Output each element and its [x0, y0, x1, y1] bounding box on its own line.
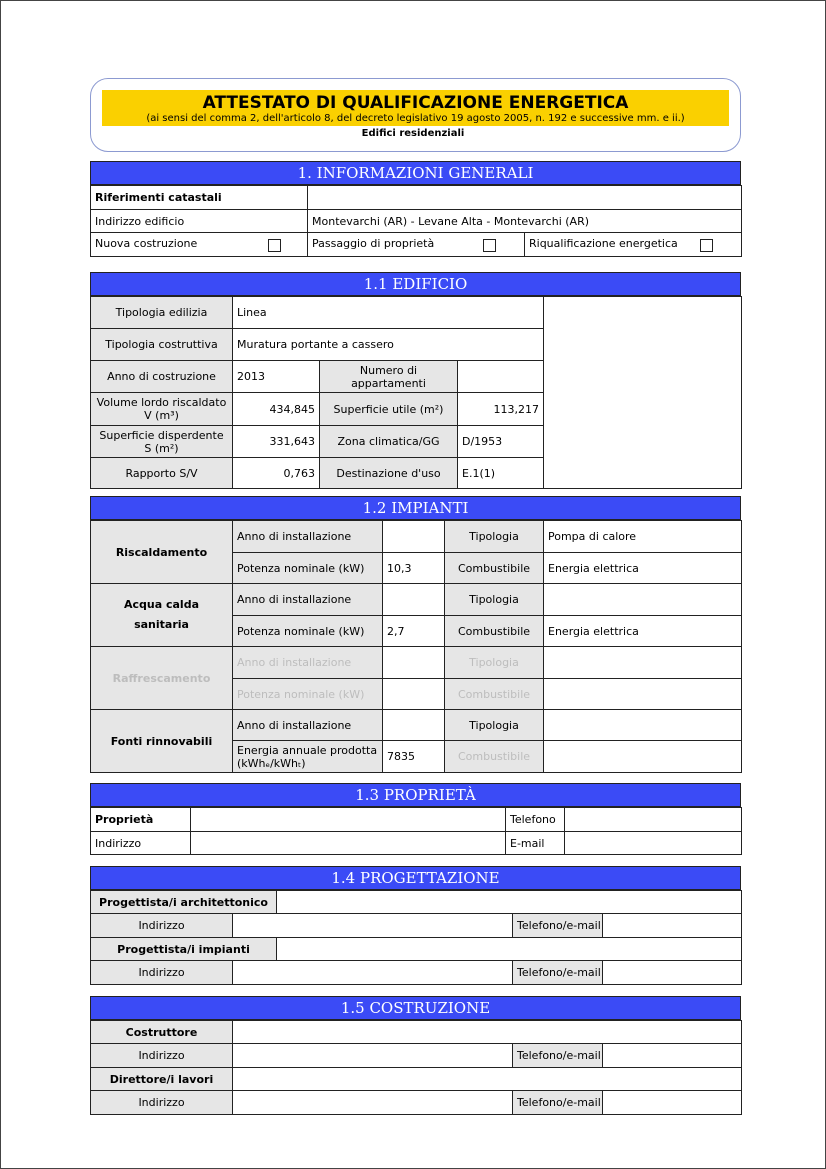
label-energia-annuale — [233, 741, 383, 773]
label-risc-tipologia: Tipologia — [445, 521, 544, 553]
field-direttore-lavori[interactable] — [233, 1068, 742, 1091]
field-tipologia-costruttiva[interactable]: Muratura portante a cassero — [233, 329, 544, 361]
label-risc-potenza: Potenza nominale (kW) — [233, 553, 383, 584]
label-progettista-impianti: Progettista/i impianti — [91, 938, 277, 961]
label-telefono-email-prog-imp: Telefono/e-mail — [513, 961, 603, 985]
label-email: E-mail — [506, 832, 565, 855]
label-progettista-architettonico: Progettista/i architettonico — [91, 891, 277, 914]
document-type: Edifici residenziali — [361, 128, 465, 139]
label-destinazione-uso: Destinazione d'uso — [320, 458, 458, 489]
label-energia-annuale-text: Energia annuale prodotta — [237, 743, 378, 757]
table-impianti — [90, 520, 742, 773]
field-fonti-combustibile[interactable] — [544, 741, 742, 773]
label-zona-climatica: Zona climatica/GG — [320, 426, 458, 458]
field-anno-costruzione[interactable]: 2013 — [233, 361, 320, 393]
label-telefono-email-prog-arch: Telefono/e-mail — [513, 914, 603, 938]
label-risc-anno-installazione: Anno di installazione — [233, 521, 383, 553]
label-indirizzo-edificio: Indirizzo edificio — [91, 210, 308, 233]
label-superficie-utile: Superficie utile (m²) — [320, 393, 458, 426]
document-title-banner — [102, 90, 729, 126]
label-indirizzo-costruttore: Indirizzo — [91, 1044, 233, 1068]
riqualificazione-energetica-cell — [525, 233, 742, 257]
label-energia-annuale-unit: (kWhₑ/kWhₜ) — [237, 756, 306, 770]
label-raff-tipologia: Tipologia — [445, 647, 544, 679]
label-raff-anno-installazione: Anno di installazione — [233, 647, 383, 679]
field-tipologia-edilizia[interactable]: Linea — [233, 297, 544, 329]
label-indirizzo-prog-imp: Indirizzo — [91, 961, 233, 985]
label-telefono-email-direttore: Telefono/e-mail — [513, 1091, 603, 1115]
nuova-costruzione-cell — [91, 233, 308, 257]
field-telefono-email-costruttore[interactable] — [603, 1044, 742, 1068]
field-progettista-impianti[interactable] — [277, 938, 742, 961]
label-tipologia-edilizia: Tipologia edilizia — [91, 297, 233, 329]
field-acs-potenza[interactable]: 2,7 — [383, 616, 445, 647]
field-risc-combustibile[interactable]: Energia elettrica — [544, 553, 742, 584]
field-indirizzo-prog-arch[interactable] — [233, 914, 513, 938]
table-progettazione — [90, 890, 742, 985]
field-risc-tipologia[interactable]: Pompa di calore — [544, 521, 742, 553]
section-title-edificio: 1.1 EDIFICIO — [90, 272, 741, 296]
field-indirizzo-direttore[interactable] — [233, 1091, 513, 1115]
riqualificazione-energetica-checkbox[interactable] — [700, 239, 713, 252]
passaggio-proprieta-cell — [308, 233, 525, 257]
label-anno-costruzione: Anno di costruzione — [91, 361, 233, 393]
label-acs-line1: Acqua calda — [123, 598, 199, 611]
label-passaggio-proprieta: Passaggio di proprietà — [312, 237, 435, 250]
field-indirizzo-proprieta[interactable] — [191, 832, 506, 855]
label-risc-combustibile: Combustibile — [445, 553, 544, 584]
label-fonti-tipologia: Tipologia — [445, 710, 544, 741]
label-raff-potenza: Potenza nominale (kW) — [233, 679, 383, 710]
label-fonti-combustibile: Combustibile — [445, 741, 544, 773]
field-raff-anno-installazione[interactable] — [383, 647, 445, 679]
field-raff-tipologia[interactable] — [544, 647, 742, 679]
label-indirizzo-proprieta: Indirizzo — [91, 832, 191, 855]
field-acs-anno-installazione[interactable] — [383, 584, 445, 616]
label-acs-potenza: Potenza nominale (kW) — [233, 616, 383, 647]
field-acs-combustibile[interactable]: Energia elettrica — [544, 616, 742, 647]
field-risc-anno-installazione[interactable] — [383, 521, 445, 553]
table-informazioni-generali — [90, 185, 742, 257]
field-telefono[interactable] — [565, 808, 742, 832]
field-indirizzo-edificio[interactable]: Montevarchi (AR) - Levane Alta - Montevarchi (AR) — [308, 210, 742, 233]
field-acs-tipologia[interactable] — [544, 584, 742, 616]
field-energia-annuale[interactable]: 7835 — [383, 741, 445, 773]
field-telefono-email-prog-arch[interactable] — [603, 914, 742, 938]
label-fonti-rinnovabili: Fonti rinnovabili — [91, 710, 233, 773]
label-costruttore: Costruttore — [91, 1021, 233, 1044]
label-telefono-email-costruttore: Telefono/e-mail — [513, 1044, 603, 1068]
label-indirizzo-direttore: Indirizzo — [91, 1091, 233, 1115]
field-telefono-email-direttore[interactable] — [603, 1091, 742, 1115]
nuova-costruzione-checkbox[interactable] — [268, 239, 281, 252]
building-photo-area — [544, 297, 742, 489]
section-title-progettazione: 1.4 PROGETTAZIONE — [90, 866, 741, 890]
label-acqua-calda-sanitaria — [91, 584, 233, 647]
field-riferimenti-catastali[interactable] — [308, 186, 742, 210]
label-telefono: Telefono — [506, 808, 565, 832]
label-fonti-anno-installazione: Anno di installazione — [233, 710, 383, 741]
label-riqualificazione-energetica: Riqualificazione energetica — [529, 237, 678, 250]
label-acs-tipologia: Tipologia — [445, 584, 544, 616]
field-raff-combustibile[interactable] — [544, 679, 742, 710]
label-riscaldamento: Riscaldamento — [91, 521, 233, 584]
field-superficie-disperdente[interactable]: 331,643 — [233, 426, 320, 458]
section-title-impianti: 1.2 IMPIANTI — [90, 496, 741, 520]
document-title: ATTESTATO DI QUALIFICAZIONE ENERGETICA — [202, 93, 629, 113]
label-acs-combustibile: Combustibile — [445, 616, 544, 647]
label-acs-anno-installazione: Anno di installazione — [233, 584, 383, 616]
field-progettista-architettonico[interactable] — [277, 891, 742, 914]
field-rapporto-sv[interactable]: 0,763 — [233, 458, 320, 489]
field-superficie-utile[interactable]: 113,217 — [458, 393, 544, 426]
label-tipologia-costruttiva: Tipologia costruttiva — [91, 329, 233, 361]
field-fonti-tipologia[interactable] — [544, 710, 742, 741]
field-indirizzo-costruttore[interactable] — [233, 1044, 513, 1068]
label-raff-combustibile: Combustibile — [445, 679, 544, 710]
label-acs-line2: sanitaria — [134, 618, 189, 631]
table-proprieta — [90, 807, 742, 855]
label-riferimenti-catastali: Riferimenti catastali — [91, 186, 308, 210]
field-volume-lordo[interactable]: 434,845 — [233, 393, 320, 426]
passaggio-proprieta-checkbox[interactable] — [483, 239, 496, 252]
field-destinazione-uso[interactable]: E.1(1) — [458, 458, 544, 489]
label-numero-appartamenti: Numero di appartamenti — [320, 361, 458, 393]
field-costruttore[interactable] — [233, 1021, 742, 1044]
field-telefono-email-prog-imp[interactable] — [603, 961, 742, 985]
label-proprieta: Proprietà — [91, 808, 191, 832]
field-indirizzo-prog-imp[interactable] — [233, 961, 513, 985]
label-indirizzo-prog-arch: Indirizzo — [91, 914, 233, 938]
label-rapporto-sv: Rapporto S/V — [91, 458, 233, 489]
section-title-proprieta: 1.3 PROPRIETÀ — [90, 783, 741, 807]
field-fonti-anno-installazione[interactable] — [383, 710, 445, 741]
label-direttore-lavori: Direttore/i lavori — [91, 1068, 233, 1091]
field-zona-climatica[interactable]: D/1953 — [458, 426, 544, 458]
document-subtitle: (ai sensi del comma 2, dell'articolo 8, del decreto legislativo 19 agosto 2005, n. 192 e successive mm. e ii.) — [146, 113, 685, 124]
label-superficie-disperdente: Superficie disperdente S (m²) — [91, 426, 233, 458]
table-edificio — [90, 296, 742, 489]
section-title-costruzione: 1.5 COSTRUZIONE — [90, 996, 741, 1020]
field-raff-potenza[interactable] — [383, 679, 445, 710]
label-raffrescamento: Raffrescamento — [91, 647, 233, 710]
section-title-informazioni-generali: 1. INFORMAZIONI GENERALI — [90, 161, 741, 185]
label-volume-lordo: Volume lordo riscaldato V (m³) — [91, 393, 233, 426]
table-costruzione — [90, 1020, 742, 1115]
field-risc-potenza[interactable]: 10,3 — [383, 553, 445, 584]
label-nuova-costruzione: Nuova costruzione — [95, 237, 198, 250]
field-numero-appartamenti[interactable] — [458, 361, 544, 393]
field-email[interactable] — [565, 832, 742, 855]
field-proprieta[interactable] — [191, 808, 506, 832]
